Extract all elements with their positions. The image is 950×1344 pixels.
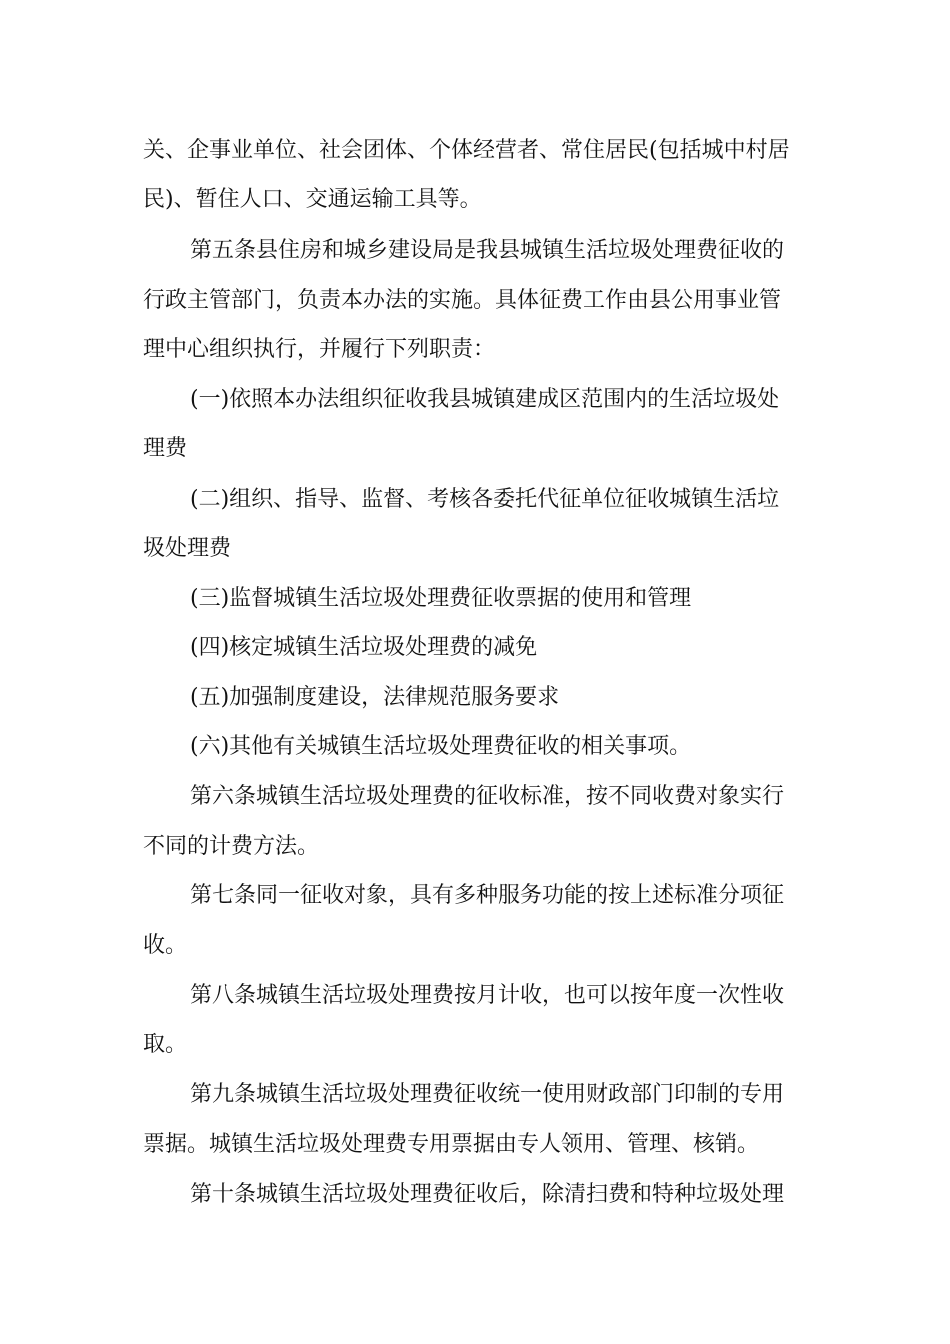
text-line-5: 理中心组织执行，并履行下列职责：: [143, 337, 496, 362]
duty-5-line: (五)加强制度建设，法律规范服务要求: [190, 685, 560, 710]
article-5-heading-line: 第五条县住房和城乡建设局是我县城镇生活垃圾处理费征收的: [190, 238, 785, 263]
article-7-heading-line: 第七条同一征收对象，具有多种服务功能的按上述标准分项征: [190, 883, 785, 908]
duty-2-continuation: 圾处理费: [143, 536, 232, 561]
duty-2-line: (二)组织、指导、监督、考核各委托代征单位征收城镇生活垃: [190, 487, 780, 512]
duty-3-line: (三)监督城镇生活垃圾处理费征收票据的使用和管理: [190, 586, 692, 611]
article-9-continuation: 票据。城镇生活垃圾处理费专用票据由专人领用、管理、核销。: [143, 1132, 760, 1157]
duty-1-continuation: 理费: [143, 436, 188, 461]
article-8-continuation: 取。: [143, 1032, 188, 1057]
article-9-heading-line: 第九条城镇生活垃圾处理费征收统一使用财政部门印制的专用: [190, 1082, 785, 1107]
article-10-heading-line: 第十条城镇生活垃圾处理费征收后，除清扫费和特种垃圾处理: [190, 1182, 785, 1207]
article-7-continuation: 收。: [143, 933, 188, 958]
duty-4-line: (四)核定城镇生活垃圾处理费的减免: [190, 635, 538, 660]
article-6-heading-line: 第六条城镇生活垃圾处理费的征收标准，按不同收费对象实行: [190, 784, 785, 809]
article-8-heading-line: 第八条城镇生活垃圾处理费按月计收，也可以按年度一次性收: [190, 983, 785, 1008]
duty-6-line: (六)其他有关城镇生活垃圾处理费征收的相关事项。: [190, 734, 692, 759]
text-line-2: 民)、暂住人口、交通运输工具等。: [143, 187, 482, 212]
text-line-4: 行政主管部门，负责本办法的实施。具体征费工作由县公用事业管: [143, 288, 782, 313]
text-line-1: 关、企事业单位、社会团体、个体经营者、常住居民(包括城中村居: [143, 138, 790, 163]
duty-1-line: (一)依照本办法组织征收我县城镇建成区范围内的生活垃圾处: [190, 387, 780, 412]
article-6-continuation: 不同的计费方法。: [143, 834, 320, 859]
